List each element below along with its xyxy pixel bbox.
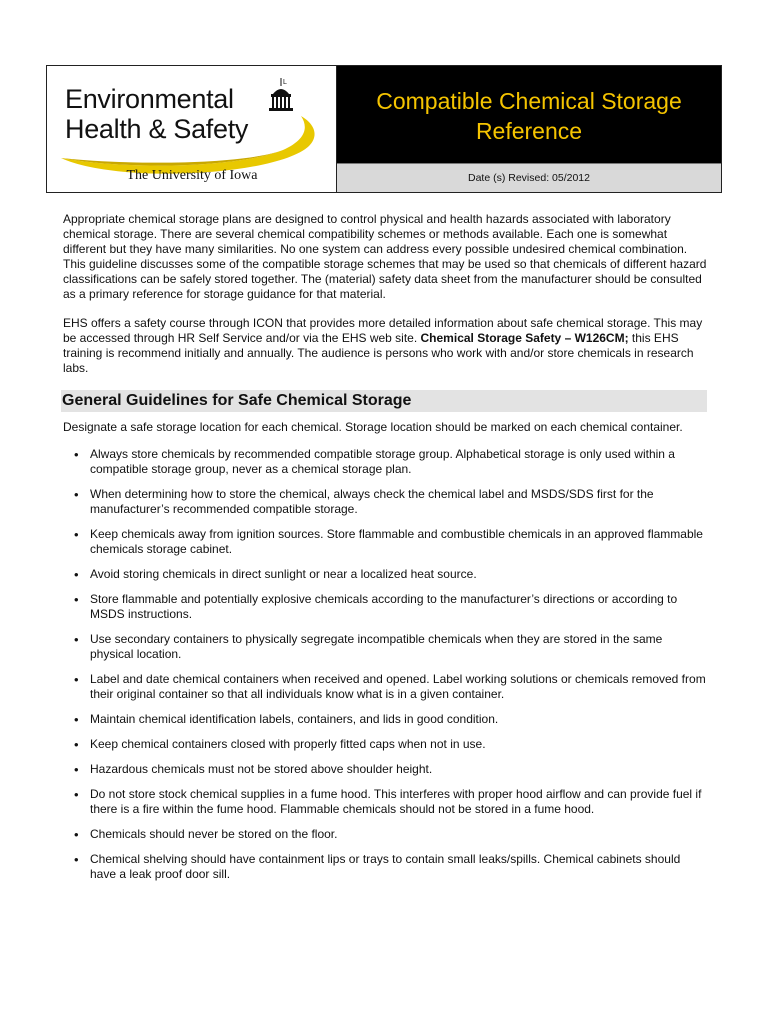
- document-title: [349, 84, 709, 146]
- list-item: • Store flammable and potentially explosive chemicals according to the manufacturer’s directions or according to MSDS instructions.: [63, 592, 708, 622]
- list-item: • Chemical shelving should have containment lips or trays to contain small leaks/spills. Chemical cabinets should have a leak proof door sill.: [63, 852, 708, 882]
- svg-text:L: L: [283, 79, 287, 86]
- document-title-line2: Reference: [475, 117, 583, 144]
- document-header: [46, 65, 722, 193]
- intro-paragraph-2-start: EHS offers a safety course through ICON that provides more detailed information about safe chemical storage. This may be accessed through HR Self Service and/or via the EHS web site.: [63, 316, 703, 345]
- intro-paragraph-2: [63, 316, 708, 376]
- section-lead: Designate a safe storage location for each chemical. Storage location should be marked on each chemical container.: [63, 420, 683, 434]
- intro-paragraph-1: Appropriate chemical storage plans are designed to control physical and health hazards associated with laboratory chemical storage. There are several chemical compatibility schemes or methods available. Each one is somewhat different but they have many similarities. No one system can address every possible undesired chemical combination. This guideline discusses some of the compatible storage schemes that may be used so that chemicals of different hazard classifications can be safely stored together. The (material) safety data sheet from the manufacturer should be consulted as a primary reference for storage guidance for that material.: [63, 212, 707, 301]
- intro-paragraph-2-end: this EHS training is recommend initially and annually. The audience is persons who work with and/or store chemicals in research labs.: [63, 331, 694, 375]
- list-item: • Chemicals should never be stored on the floor.: [63, 827, 708, 842]
- document-body: [63, 212, 708, 892]
- logo-text-health-safety: Health & Safety: [65, 114, 249, 144]
- section-heading: General Guidelines for Safe Chemical Storage: [61, 390, 707, 412]
- logo-text-environmental: Environmental: [65, 84, 234, 114]
- course-name: Chemical Storage Safety – W126CM;: [420, 331, 629, 345]
- list-item: • Always store chemicals by recommended compatible storage group. Alphabetical storage is only used within a compatible storage group, never as a chemical storage plan.: [63, 447, 708, 477]
- guidelines-list: [63, 447, 708, 882]
- list-item: • Keep chemicals away from ignition sources. Store flammable and combustible chemicals in an approved flammable chemicals storage cabinet.: [63, 527, 708, 557]
- ehs-logo: [47, 66, 337, 192]
- list-item: • Use secondary containers to physically segregate incompatible chemicals when they are stored in the same physical location.: [63, 632, 708, 662]
- list-item: • Maintain chemical identification labels, containers, and lids in good condition.: [63, 712, 708, 727]
- list-item: • When determining how to store the chemical, always check the chemical label and MSDS/SDS first for the manufacturer’s recommended compatible storage.: [63, 487, 708, 517]
- university-name: The University of Iowa: [126, 168, 258, 183]
- list-item: • Hazardous chemicals must not be stored above shoulder height.: [63, 762, 708, 777]
- list-item: • Keep chemical containers closed with properly fitted caps when not in use.: [63, 737, 708, 752]
- capitol-dome-icon: [267, 78, 295, 114]
- date-revised: Date (s) Revised: 05/2012: [337, 163, 721, 192]
- document-title-line1: Compatible Chemical Storage: [376, 87, 682, 114]
- list-item: • Avoid storing chemicals in direct sunlight or near a localized heat source.: [63, 567, 708, 582]
- list-item: • Label and date chemical containers when received and opened. Label working solutions or chemicals removed from their original container so that all individuals know what is in a given container.: [63, 672, 708, 702]
- title-panel: [337, 66, 721, 192]
- list-item: • Do not store stock chemical supplies in a fume hood. This interferes with proper hood airflow and can provide fuel if there is a fire within the fume hood. Flammable chemicals should not be stored in a fume hood.: [63, 787, 708, 817]
- title-banner: [337, 66, 721, 163]
